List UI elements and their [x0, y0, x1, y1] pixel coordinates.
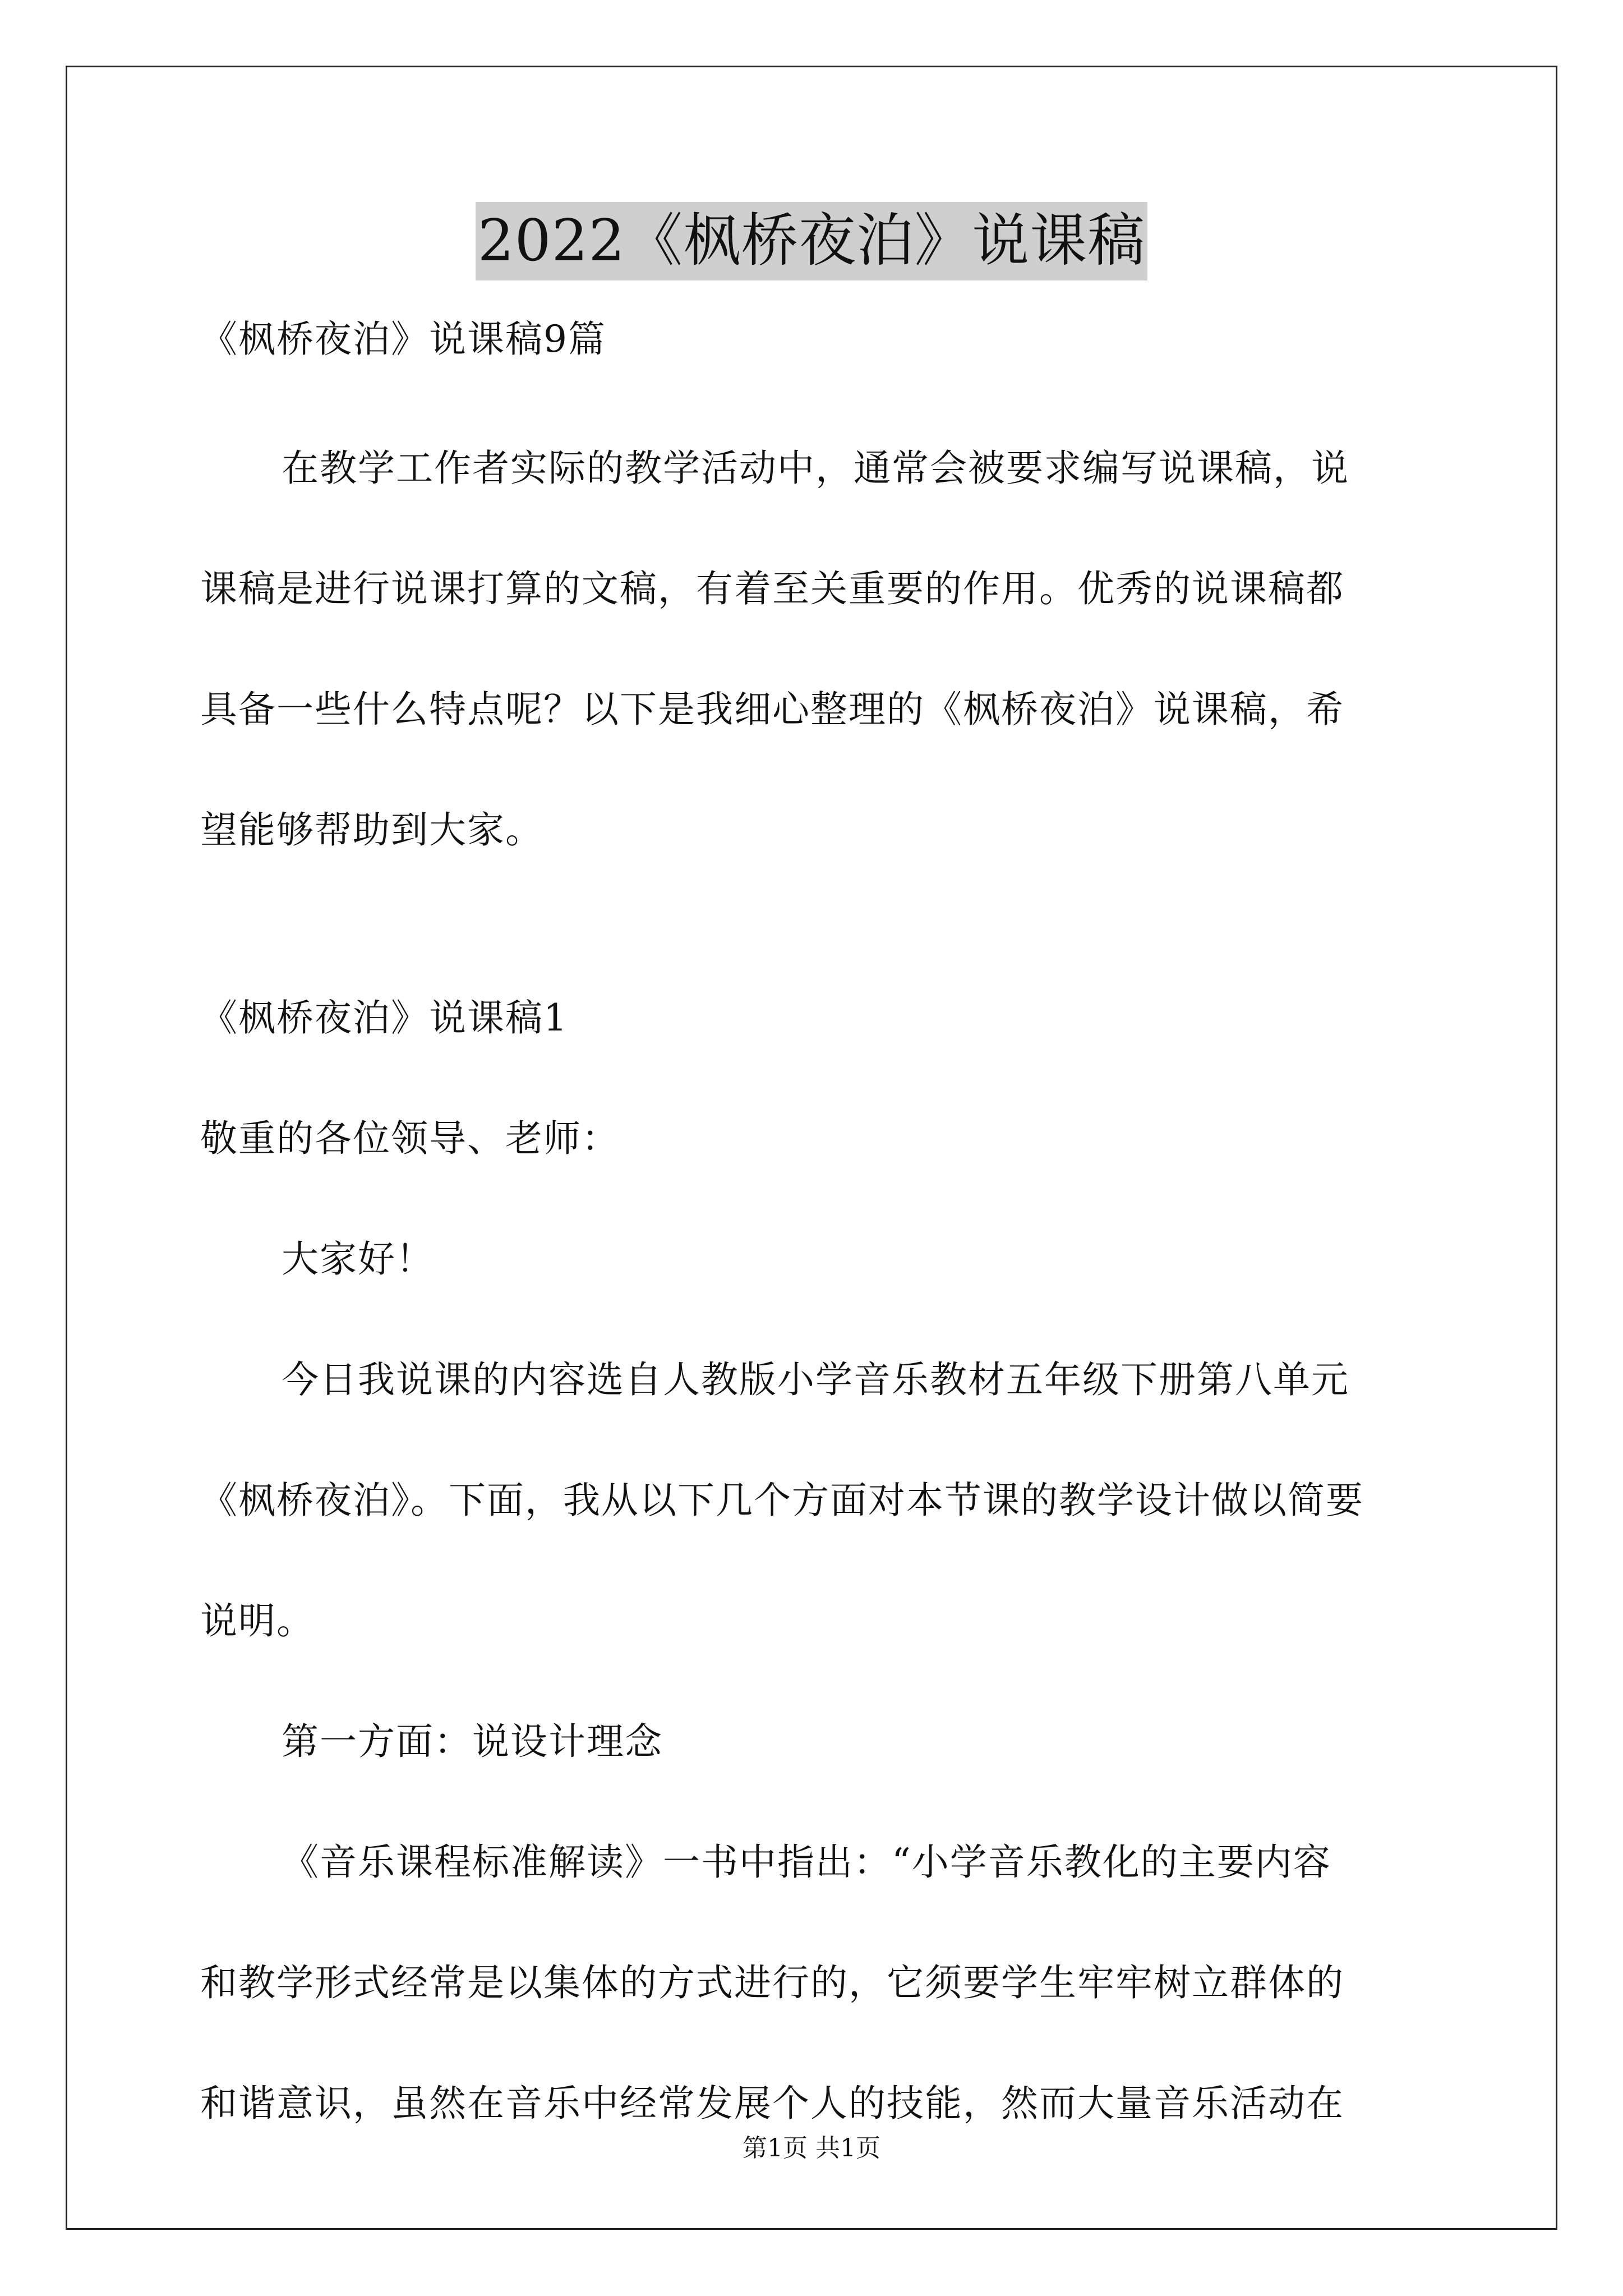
paragraph-line: 具备一些什么特点呢？以下是我细心整理的《枫桥夜泊》说课稿，希	[200, 688, 1344, 731]
subtitle-line: 《枫桥夜泊》说课稿9篇	[200, 318, 606, 361]
page-footer: 第1页 共1页	[743, 2134, 880, 2162]
section-subheading: 第一方面：说设计理念	[282, 1720, 663, 1763]
paragraph-line: 望能够帮助到大家。	[200, 808, 543, 852]
paragraph-line: 说明。	[200, 1599, 315, 1642]
paragraph-line: 大家好！	[282, 1237, 434, 1281]
greeting-line: 敬重的各位领导、老师：	[200, 1117, 620, 1160]
paragraph-line: 和教学形式经常是以集体的方式进行的，它须要学生牢牢树立群体的	[200, 1961, 1344, 2004]
title-block	[0, 202, 1623, 280]
paragraph-line: 《枫桥夜泊》。下面，我从以下几个方面对本节课的教学设计做以简要	[200, 1479, 1364, 1522]
paragraph-line: 和谐意识，虽然在音乐中经常发展个人的技能，然而大量音乐活动在	[200, 2082, 1344, 2125]
paragraph-line: 课稿是进行说课打算的文稿，有着至关重要的作用。优秀的说课稿都	[200, 567, 1344, 610]
paragraph-line: 在教学工作者实际的教学活动中，通常会被要求编写说课稿，说	[282, 447, 1349, 490]
paragraph-line: 《音乐课程标准解读》一书中指出：“小学音乐教化的主要内容	[282, 1841, 1331, 1884]
section-heading: 《枫桥夜泊》说课稿1	[200, 996, 568, 1039]
paragraph-line: 今日我说课的内容选自人教版小学音乐教材五年级下册第八单元	[282, 1358, 1349, 1401]
document-title: 2022《枫桥夜泊》说课稿	[476, 202, 1148, 280]
